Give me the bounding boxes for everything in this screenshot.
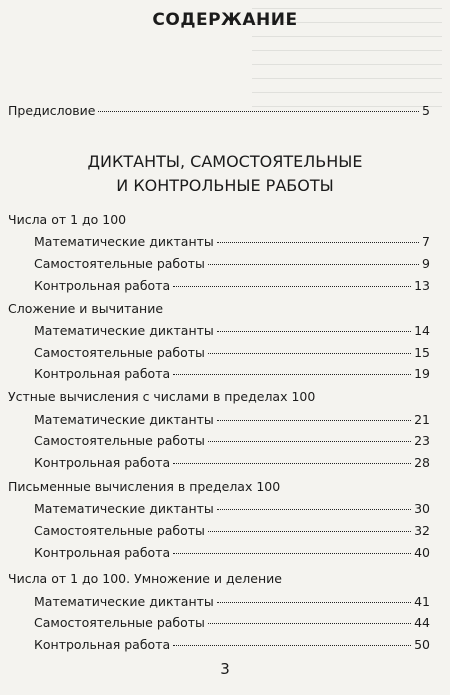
page-title: СОДЕРЖАНИЕ <box>152 10 298 30</box>
toc-entry[interactable] <box>34 323 430 338</box>
toc-entry-label: Математические диктанты <box>34 412 214 427</box>
toc-entry-label: Контрольная работа <box>34 545 171 560</box>
section-title <box>0 150 450 198</box>
page-number: 3 <box>220 660 230 678</box>
toc-entry-label: Самостоятельные работы <box>34 615 205 630</box>
toc-entry-label: Контрольная работа <box>34 366 171 381</box>
dot-leader <box>208 623 411 624</box>
chapter-heading: Числа от 1 до 100 <box>8 212 127 227</box>
toc-entry[interactable] <box>34 433 430 448</box>
toc-entry-label: Самостоятельные работы <box>34 523 205 538</box>
toc-entry[interactable] <box>34 256 430 271</box>
toc-entry-page: 32 <box>414 523 430 538</box>
toc-entry-page: 19 <box>414 366 430 381</box>
toc-entry-label: Контрольная работа <box>34 278 171 293</box>
dot-leader <box>208 353 411 354</box>
toc-entry-label: Математические диктанты <box>34 234 214 249</box>
dot-leader <box>217 509 411 510</box>
chapter-heading: Устные вычисления с числами в пределах 100 <box>8 389 316 404</box>
toc-entry-label: Самостоятельные работы <box>34 256 205 271</box>
toc-entry-page: 28 <box>414 455 430 470</box>
dot-leader <box>173 645 411 646</box>
toc-entry[interactable] <box>34 545 430 560</box>
toc-entry-page: 15 <box>414 345 430 360</box>
toc-entry[interactable] <box>34 345 430 360</box>
dot-leader <box>173 553 411 554</box>
toc-entry[interactable] <box>34 523 430 538</box>
toc-entry-page: 40 <box>414 545 430 560</box>
toc-entry[interactable] <box>34 412 430 427</box>
dot-leader <box>173 463 411 464</box>
dot-leader <box>98 111 419 112</box>
toc-entry-label: Контрольная работа <box>34 637 171 652</box>
dot-leader <box>217 242 419 243</box>
chapter-heading: Письменные вычисления в пределах 100 <box>8 479 281 494</box>
toc-entry-page: 50 <box>414 637 430 652</box>
dot-leader <box>208 264 419 265</box>
dot-leader <box>217 420 411 421</box>
dot-leader <box>173 374 411 375</box>
chapter-heading: Сложение и вычитание <box>8 301 164 316</box>
section-title-line: ДИКТАНТЫ, САМОСТОЯТЕЛЬНЫЕ <box>87 152 363 171</box>
section-title-line: И КОНТРОЛЬНЫЕ РАБОТЫ <box>116 176 334 195</box>
dot-leader <box>173 286 411 287</box>
toc-entry-label: Контрольная работа <box>34 455 171 470</box>
dot-leader <box>217 331 411 332</box>
toc-entry[interactable] <box>34 455 430 470</box>
toc-entry-page: 9 <box>422 256 430 271</box>
toc-entry[interactable] <box>34 637 430 652</box>
toc-entry[interactable] <box>34 278 430 293</box>
toc-entry[interactable] <box>34 615 430 630</box>
toc-entry-label: Самостоятельные работы <box>34 433 205 448</box>
toc-entry-page: 23 <box>414 433 430 448</box>
toc-entry-page: 14 <box>414 323 430 338</box>
dot-leader <box>217 602 411 603</box>
chapter-heading: Числа от 1 до 100. Умножение и деление <box>8 571 282 586</box>
toc-entry-label: Математические диктанты <box>34 594 214 609</box>
toc-entry-page: 5 <box>422 103 430 118</box>
dot-leader <box>208 441 411 442</box>
toc-entry-page: 41 <box>414 594 430 609</box>
toc-entry[interactable] <box>34 501 430 516</box>
toc-entry-page: 13 <box>414 278 430 293</box>
dot-leader <box>208 531 411 532</box>
toc-entry-page: 30 <box>414 501 430 516</box>
toc-entry-page: 7 <box>422 234 430 249</box>
toc-entry-label: Предисловие <box>8 103 96 118</box>
toc-entry[interactable] <box>34 594 430 609</box>
toc-entry-preface[interactable] <box>8 103 430 118</box>
toc-entry[interactable] <box>34 234 430 249</box>
toc-entry[interactable] <box>34 366 430 381</box>
toc-entry-label: Самостоятельные работы <box>34 345 205 360</box>
toc-entry-page: 21 <box>414 412 430 427</box>
toc-entry-label: Математические диктанты <box>34 501 214 516</box>
toc-entry-label: Математические диктанты <box>34 323 214 338</box>
toc-entry-page: 44 <box>414 615 430 630</box>
